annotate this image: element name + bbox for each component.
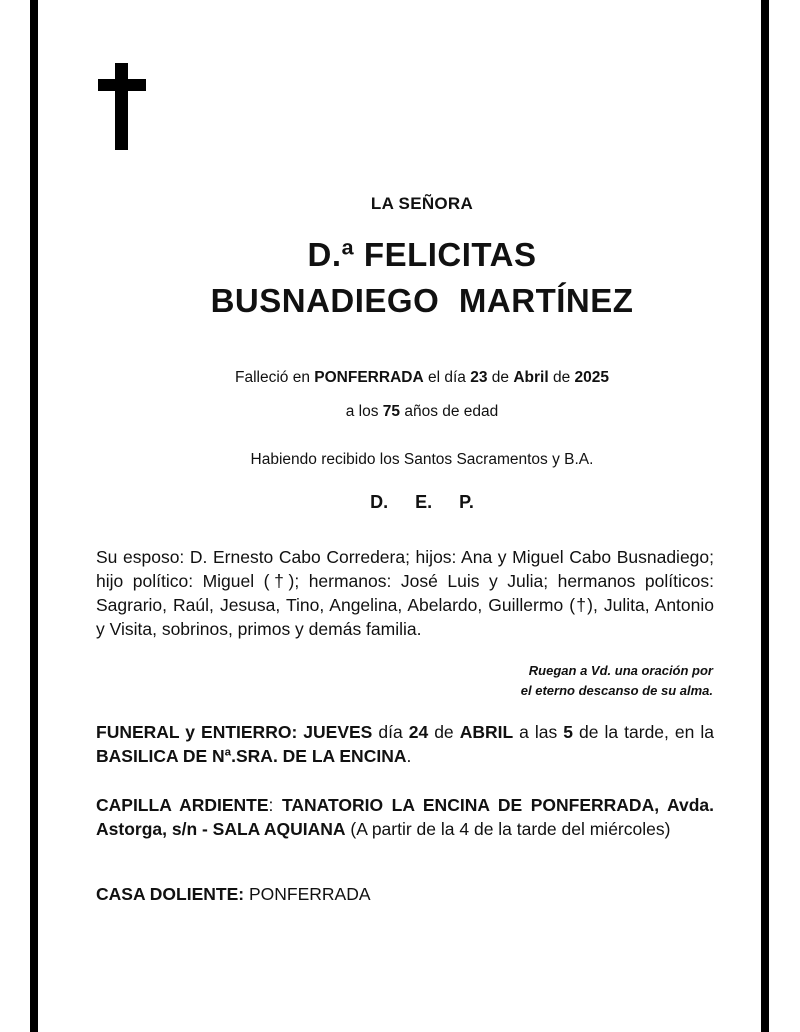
dep-text: D. E. P. bbox=[370, 492, 474, 512]
sacraments-text: Habiendo recibido los Santos Sacramentos y B.A. bbox=[250, 451, 594, 468]
funeral-info: FUNERAL y ENTIERRO: JUEVES día 24 de ABRIL a las 5 de la tarde, en la BASILICA DE Nª.SRA. DE LA ENCINA. bbox=[96, 722, 714, 766]
title-label: LA SEÑORA bbox=[370, 194, 474, 213]
chapel-info: CAPILLA ARDIENTE: TANATORIO LA ENCINA DE PONFERRADA, Avda. Astorga, s/n - SALA AQUIANA (A partir de la 4 de la tarde del miércoles) bbox=[96, 795, 714, 839]
family-text: Su esposo: D. Ernesto Cabo Corredera; hijos: Ana y Miguel Cabo Busnadiego; hijo político: Miguel (†); hermanos: José Luis y Julia; hermanos políticos: Sagrario, Raúl, Jesusa, Tino, Angelina, Abelardo, Guillermo (†), Julita, Antonio y Visita, sobrinos, primos y demás familia. bbox=[96, 547, 714, 639]
deceased-name-line2: BUSNADIEGO MARTÍNEZ bbox=[210, 282, 634, 319]
prayer-note: Ruegan a Vd. una oración por el eterno descanso de su alma. bbox=[520, 663, 713, 698]
death-info: Falleció en PONFERRADA el día 23 de Abril de 2025 bbox=[235, 369, 609, 386]
cross-icon bbox=[98, 63, 146, 150]
age-info: a los 75 años de edad bbox=[345, 403, 499, 420]
mourning-house-info: CASA DOLIENTE: PONFERRADA bbox=[96, 884, 371, 904]
right-border bbox=[761, 0, 769, 1032]
deceased-name-line1: D.ª FELICITAS bbox=[307, 236, 537, 273]
left-border bbox=[30, 0, 38, 1032]
